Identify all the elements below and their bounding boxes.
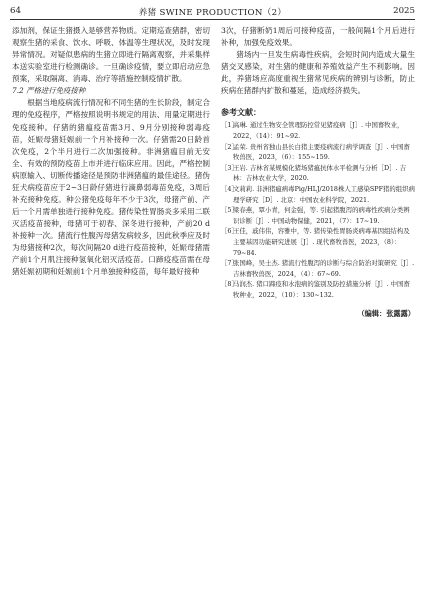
reference-text: 王佳，戚伟伟，容雅中，等. 猪传染性胃肠炎病毒基因组结构及主要基因功能研究进展［J］. 现代畜牧兽医，2023，（8）：79~84. [233, 227, 410, 257]
left-top-paragraph: 添加剂，保证生猪摄入是够营养物质。定期巡查猪群，密切观察生猪的采食、饮水、呼吸、体温等生理状况，及时发现异常情况。对疑似患病的生猪立即进行隔离观察，并采集样本送实验室进行检测确诊。一旦确诊疫情，要立即启动应急预案，采取隔离、消毒、治疗等措施控制疫情扩散。 [12, 26, 210, 84]
page-number: 64 [10, 6, 21, 16]
reference-number: ［7］ [221, 259, 238, 268]
right-column [221, 25, 415, 319]
header-rule [10, 19, 415, 20]
reference-item [221, 205, 415, 226]
reference-item [221, 163, 415, 184]
section-heading: 7.2 严格进行免疫接种 [12, 86, 86, 96]
reference-number: ［8］ [221, 280, 238, 289]
reference-text: 张国峰，吴士杰. 猪流行性腹泻的诊断与综合防治对策研究［J］. 吉林畜牧兽医，2024，（4）：67~69. [233, 259, 415, 278]
reference-text: 马润杰. 猪口蹄疫和水泡病的鉴别及防控措施分析［J］. 中国畜牧种业，2022，（10）：130~132. [233, 280, 410, 299]
reference-text: 孟荣. 贵州省独山县长白猪主要疫病流行病学调查［J］. 中国畜牧兽医，2023，（6）：155~159. [233, 142, 410, 162]
reference-item [221, 279, 415, 300]
reference-number: ［4］ [221, 185, 238, 194]
journal-title: 养猪 SWINE PRODUCTION（2） [138, 8, 287, 18]
reference-number: ［1］ [221, 121, 238, 130]
reference-text: 王岩. 吉林省某规模化猪场猪瘟抗体水平检测与分析［D］. 吉林：吉林农业大学，2020. [233, 163, 407, 183]
editor-credit: （编辑：张露露） [357, 308, 415, 318]
reference-item [221, 226, 415, 258]
issue-year: 2025 [393, 6, 415, 16]
reference-text: 梁春燕，覃小青，何金强，等. 引起猪腹泻的病毒性疾病分类辨识诊断［J］. 中国动物保健，2021，（7）：17~19. [233, 206, 410, 225]
reference-number: ［2］ [221, 142, 238, 151]
reference-number: ［6］ [221, 227, 238, 236]
references-title: 参考文献： [221, 107, 261, 118]
reference-text: 高琳. 通过生物安全管理防控常见猪疫病［J］. 中国畜牧业，2022，（14）：91~92. [233, 121, 404, 141]
reference-number: ［5］ [221, 206, 238, 215]
reference-text: 文莉莉. 非洲猪瘟病毒Pig/HLJ/2018株人工感染SPF猪的组织病理学研究［D］. 北京：中国农业科学院，2021. [233, 185, 415, 204]
reference-item [221, 120, 415, 141]
conclusion-paragraph: 猪场内一旦发生病毒性疾病，会短时间内造成大量生猪交叉感染，对生猪的健康和养殖效益产生不利影响。因此，养猪场应高度重视生猪常见疾病的辨别与诊断，防止疾病在猪群内扩散和蔓延，造成经济损失。 [221, 50, 415, 96]
right-top-paragraph: 3次，仔猪断奶1周后可接种疫苗，一般间隔1个月后进行补种，加强免疫效果。 [221, 26, 415, 48]
left-column [12, 25, 210, 279]
reference-item [221, 142, 415, 163]
reference-item [221, 258, 415, 279]
immunization-paragraph: 根据当地疫病流行情况和不同生猪的生长阶段，制定合理的免疫程序，严格按照说明书规定的用法、用量定期进行免疫接种。仔猪的猪瘟疫苗需3月、9月分别接种弱毒疫苗，妊娠母猪妊娠前一个月补接种一次。仔猪需20日龄首次免疫，2个半月进行二次加强接种。非洲猪瘟目前无安全、有效的预防疫苗上市并进行临床应用。因此，严格控制病原输入、切断传播途径是预防非洲猪瘟的最佳途径。猪伪狂犬病疫苗应于2~3日龄仔猪进行滴鼻弱毒苗免疫，3周后补充接种免疫。种公猪免疫每年不少于3次，母猪产前、产后一个月需单独进行接种免疫。猪传染性胃肠炎多采用二联灭活疫苗接种，母猪可于初春、深冬进行接种，产前20 d补接种一次。猪流行性腹泻母猪发病较多，因此秋季应及时为母猪接种2次，每次间隔20 d进行疫苗接种，妊娠母猪需产前1个月肌注接种氢氧化铝灭活疫苗。口蹄疫疫苗需在母猪妊娠初期和妊娠前1个月单独接种疫苗，每年最好接种 [12, 98, 210, 277]
reference-list [221, 120, 415, 300]
page-header [10, 5, 415, 19]
reference-item [221, 184, 415, 205]
reference-number: ［3］ [221, 163, 238, 172]
